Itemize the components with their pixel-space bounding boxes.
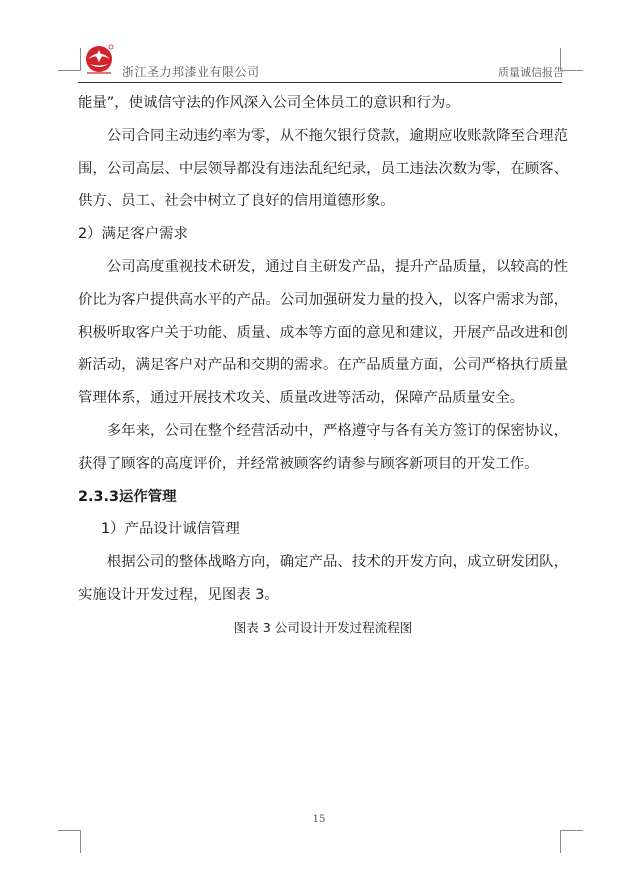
figure-caption: 图表 3 公司设计开发过程流程图	[233, 619, 413, 635]
paragraph-design-process: 根据公司的整体战略方向，确定产品、技术的开发方向，成立研发团队，实施设计开发过程，见图表 3。	[78, 554, 568, 603]
list-item-design-management: 1）产品设计诚信管理	[101, 521, 240, 538]
section-heading: 2.3.3运作管理	[78, 488, 177, 505]
paragraph-contract: 公司合同主动违约率为零，从不拖欠银行贷款，逾期应收账款降至合理范围，公司高层、中层领导都没有违法乱纪纪录，员工违法次数为零，在顾客、供方、员工、社会中树立了良好的信用道德形象。	[78, 127, 568, 210]
paragraph-confidentiality: 多年来，公司在整个经营活动中，严格遵守与各有关方签订的保密协议，获得了顾客的高度评价，并经常被顾客约请参与顾客新项目的开发工作。	[78, 422, 568, 472]
page-number: 15	[312, 814, 326, 825]
paragraph-rnd: 公司高度重视技术研发，通过自主研发产品，提升产品质量，以较高的性价比为客户提供高水平的产品。公司加强研发力量的投入，以客户需求为部，积极听取客户关于功能、质量、成本等方面的意见和建议，开展产品改进和创新活动，满足客户对产品和交期的需求。在产品质量方面，公司严格执行质量管理体系，通过开展技术攻关、质量改进等活动，保障产品质量安全。	[78, 258, 568, 407]
company-name: 浙江圣力邦漆业有限公司	[122, 65, 260, 79]
list-item-customer-needs: 2）满足客户需求	[78, 226, 188, 243]
paragraph-continuation: 能量”，使诚信守法的作风深入公司全体员工的意识和行为。	[78, 95, 460, 111]
crop-mark-bottom-right	[560, 830, 583, 853]
report-title: 质量诚信报告	[498, 66, 564, 79]
company-logo	[78, 40, 120, 80]
document-body	[78, 87, 568, 645]
header-divider	[78, 82, 562, 83]
crop-mark-bottom-left	[58, 830, 81, 853]
